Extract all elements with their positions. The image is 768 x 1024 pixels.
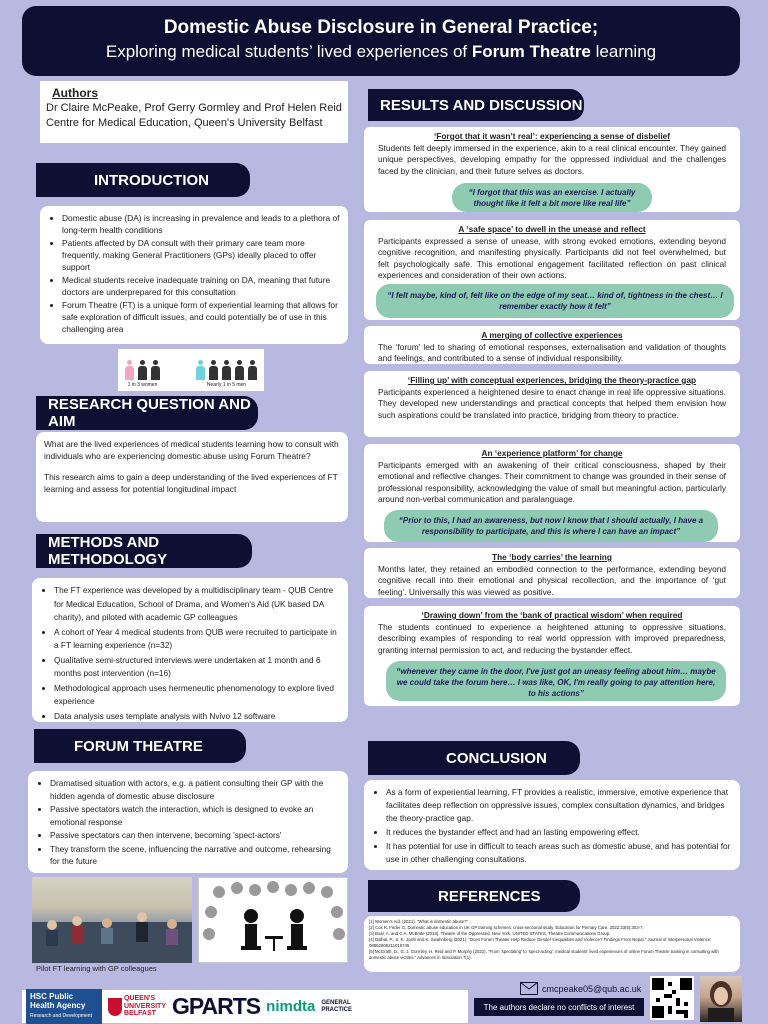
section-text: The students continued to experience a heightened attuning to oppressive situations, describing examples of responding to real world oppression with improved preparedness, granting internal permission to act, and reducing the bystander effect. [378, 621, 726, 655]
qub-logo [108, 995, 166, 1018]
photo-caption: Pilot FT learning with GP colleagues [36, 964, 157, 973]
forum-theatre-heading: FORUM THEATRE [34, 729, 246, 763]
list-item: • A cohort of Year 4 medical students from QUB were recruited to participate in a FT learning experience (n=32) [54, 626, 340, 653]
list-item: • Dramatised situation with actors, e.g. a patient consulting their GP with the hidden agenda of domestic abuse disclosure [50, 777, 340, 802]
authors-names: Dr Claire McPeake, Prof Gerry Gormley and Prof Helen Reid [46, 102, 342, 114]
conclusion-heading: CONCLUSION [368, 741, 580, 775]
reference-item: [1] Women's Aid. (2021). "What is domestic abuse?" [369, 919, 469, 924]
authors-affiliation: Centre for Medical Education, Queen's University Belfast [46, 117, 323, 129]
qub-crest-icon [108, 998, 122, 1016]
women-stat-label: 1 in 3 women [127, 382, 158, 388]
section-text: Students felt deeply immersed in the experience, akin to a real clinical encounter. They gained unique perspectives, developing empathy for the oppressed individual and the challenges faced by the clinician, and their future selves as doctors. [378, 142, 726, 176]
subtitle-text: Exploring medical students’ lived experiences of [105, 42, 472, 61]
quote-1: “I forgot that this was an exercise. I actually thought like it felt a bit more like real life” [452, 183, 652, 212]
qub-logo-line: QUEEN'S [124, 995, 156, 1003]
introduction-box [40, 206, 348, 344]
woman-icon [150, 360, 161, 382]
poster-title: Domestic Abuse Disclosure in General Practice; [163, 17, 599, 38]
gparts-logo: GPARTS [172, 993, 261, 1019]
section-text: Participants emerged with an awakening of their critical consciousness, shaped by their emotional and reflective changes. Their commitment to change was grounded in their sense of professional responsibility, acknowledging the value of small but meaningful action, particularly around non-verbal communication and paralanguage. [378, 459, 726, 504]
conflict-statement: The authors declare no conflicts of interest [474, 998, 644, 1016]
authors-heading: Authors [52, 86, 98, 100]
list-item: • Domestic abuse (DA) is increasing in prevalence and leads to a plethora of long-term health conditions [62, 212, 340, 236]
forum-theatre-illustration [198, 877, 348, 963]
section-text: Months later, they retained an embodied connection to the performance, extending beyond cognitive recall into their emotional and physical recollection, and the importance of ‘gut feeling’. Universally this was viewed as positive. [378, 563, 726, 597]
list-item: • The FT experience was developed by a multidisciplinary team - QUB Centre for Medical Education, School of Drama, and Women's Aid (UK based DA charity), and piloted with academic GP colleagues [54, 584, 340, 625]
woman-icon [137, 360, 148, 382]
conclusion-box [364, 780, 740, 870]
man-icon [234, 360, 245, 382]
hsc-logo-tagline: Research and Development [30, 1013, 92, 1019]
man-icon [221, 360, 232, 382]
research-question-box [36, 432, 348, 522]
list-item: • Forum Theatre (FT) is a unique form of experiential learning that allows for safe exploration of difficult issues, and could potentially be of use in this challenging area [62, 299, 340, 335]
man-icon [208, 360, 219, 382]
hsc-logo-subtext: Public Health Agency [30, 992, 86, 1010]
section-title: The ‘body carries’ the learning [492, 552, 612, 562]
references-box [364, 916, 740, 972]
nimdta-logo: nimdta [266, 998, 316, 1015]
quote-2: “I felt maybe, kind of, felt like on the edge of my seat… kind of, tightness in the chest… I remember exactly how it felt” [376, 284, 734, 318]
list-item: • It reduces the bystander effect and had an lasting empowering effect. [386, 826, 732, 839]
section-title: ‘Filling up’ with conceptual experiences, bridging the theory-practice gap [407, 375, 697, 385]
man-icon [247, 360, 258, 382]
section-title: An ‘experience platform’ for change [481, 448, 623, 458]
contact-email[interactable] [520, 982, 641, 995]
references-heading: REFERENCES [368, 880, 580, 912]
section-title: A ‘safe space’ to dwell in the unease and reflect [458, 224, 646, 234]
reference-item: [3] Boal, A. and C.A. McBride (2013). Theatre of the Oppressed. New York, UNITED STATES, Theatre Communications Group. [369, 931, 611, 936]
methods-heading: METHODS AND METHODOLOGY [36, 534, 252, 568]
list-item: • As a form of experiential learning, FT provides a realistic, immersive, emotive experience that facilitates deep reflection on oppressive issues, complex consultation dynamics, and bridges the theory-practice gap. [386, 786, 732, 825]
hsc-logo [26, 989, 102, 1024]
general-practice-logo: GENERAL PRACTICE [321, 999, 352, 1013]
email-icon [520, 982, 538, 995]
conclusion-list [372, 786, 732, 866]
email-text: cmcpeake05@qub.ac.uk [542, 983, 642, 994]
section-title: A merging of collective experiences [481, 330, 623, 340]
qub-logo-line: BELFAST [124, 1010, 156, 1018]
list-item: • Data analysis uses template analysis with Nvivo 12 software [54, 710, 340, 724]
woman-icon [124, 360, 135, 382]
women-stat [124, 360, 161, 388]
list-item: • Passive spectators watch the interaction, which is designed to evoke an emotional response [50, 803, 340, 828]
reference-item: [5] McGrath, D., G. J. Gormley, H. Reid and P. Murphy (2022). "From 'spectating' to 'spect-acting': medical students' lived experiences of online Forum Theatre training in consulting with domestic abuse victims." Advances in Simulation 7(1). [369, 949, 719, 960]
results-section-4 [364, 371, 740, 437]
forum-theatre-box [28, 771, 348, 873]
authors-box [40, 81, 348, 143]
men-stat [195, 360, 258, 388]
list-item: • Patients affected by DA consult with their primary care team more frequently, making General Practitioners (GPs) ideally placed to offer support [62, 237, 340, 273]
list-item: • Medical students receive inadequate training on DA, meaning that future doctors are underprepared for this consultation [62, 274, 340, 298]
poster-subtitle [22, 42, 740, 62]
list-item: • Qualitative semi-structured interviews were undertaken at 1 month and 6 months post intervention (n=16) [54, 654, 340, 681]
section-text: The ‘forum’ led to sharing of emotional responses, externalisation and validation of thoughts and feelings, and contributed to a sense of individual responsibility. [378, 341, 726, 363]
subtitle-bold: Forum Theatre [471, 42, 591, 61]
list-item: • Methodological approach uses hermeneutic phenomenology to explore lived experience [54, 682, 340, 709]
forum-theatre-list [36, 777, 340, 868]
results-section-3 [364, 326, 740, 364]
reference-item: [2] Cox R, Feder G. Domestic abuse education in UK GP training schemes: cross-sectional study. Education for Primary Care. 2022;33(5):303-7. [369, 925, 644, 930]
introduction-heading: INTRODUCTION [36, 163, 250, 197]
logo-bar [22, 990, 468, 1023]
research-aim-text: This research aims to gain a deep understanding of the lived experiences of FT learning and assess for potential longitudinal impact [44, 472, 338, 494]
qr-code[interactable] [650, 976, 694, 1020]
section-text: Participants experienced a heightened desire to enact change in real life oppressive situations. They developed new understandings and practical concepts that helped them envision how such aspirations could be translated into practice, bridging from theory to practice. [378, 386, 726, 420]
list-item: • It has potential for use in difficult to teach areas such as domestic abuse, and has potential for use in other challenging consultations. [386, 840, 732, 866]
subtitle-end: learning [590, 42, 657, 61]
reference-item: [4] Dalhal, P., S. K. Joshi and K. Swahnberg (2021). "Does Forum Theater Help Reduce Gender Inequalities and Violence? Findings From Nepal." Journal of Interpersonal Violence: 08862605211016745 [369, 937, 712, 948]
list-item: • They transform the scene, influencing the narrative and outcome, rehearsing for the future [50, 843, 340, 868]
hsc-logo-text: HSC [30, 992, 47, 1001]
section-text: Participants expressed a sense of unease, with strong evoked emotions, extending beyond cognitive recognition, and manifesting physically. Participants did not feel overwhelmed, but felt psychologically safe. This emotional engagement facilitated reflection on past clinical experiences and consideration of their own actions. [378, 235, 726, 280]
list-item: • Passive spectators can then intervene, becoming 'spect-actors' [50, 829, 340, 842]
man-icon [195, 360, 206, 382]
research-question-heading: RESEARCH QUESTION AND AIM [36, 396, 258, 430]
title-banner [22, 6, 740, 76]
section-title: ‘Drawing down’ from the ‘bank of practical wisdom’ when required [421, 610, 683, 620]
author-photo [700, 976, 742, 1022]
methods-box [32, 578, 348, 722]
results-section-6 [364, 548, 740, 598]
research-question-text: What are the lived experiences of medical students learning how to consult with individuals who are experiencing domestic abuse using Forum Theatre? [44, 439, 339, 461]
section-title: ‘Forgot that it wasn’t real’: experiencing a sense of disbelief [433, 131, 671, 141]
methods-list [40, 584, 340, 723]
quote-5: “Prior to this, I had an awareness, but now I know that I should actually, I have a responsibility to participate, and this is where I can have an impact” [384, 510, 718, 542]
men-stat-label: Nearly 1 in 5 men [206, 382, 247, 388]
pilot-photo [32, 877, 192, 963]
introduction-list [48, 212, 340, 335]
qub-logo-line: UNIVERSITY [124, 1002, 167, 1010]
results-heading: RESULTS AND DISCUSSION [368, 89, 584, 121]
prevalence-infographic [118, 349, 264, 391]
quote-7: “whenever they came in the door, I've just got an uneasy feeling about him… maybe we could take the forum here… I was like, OK, I'm really going to pay attention here, to his actions” [386, 661, 726, 701]
